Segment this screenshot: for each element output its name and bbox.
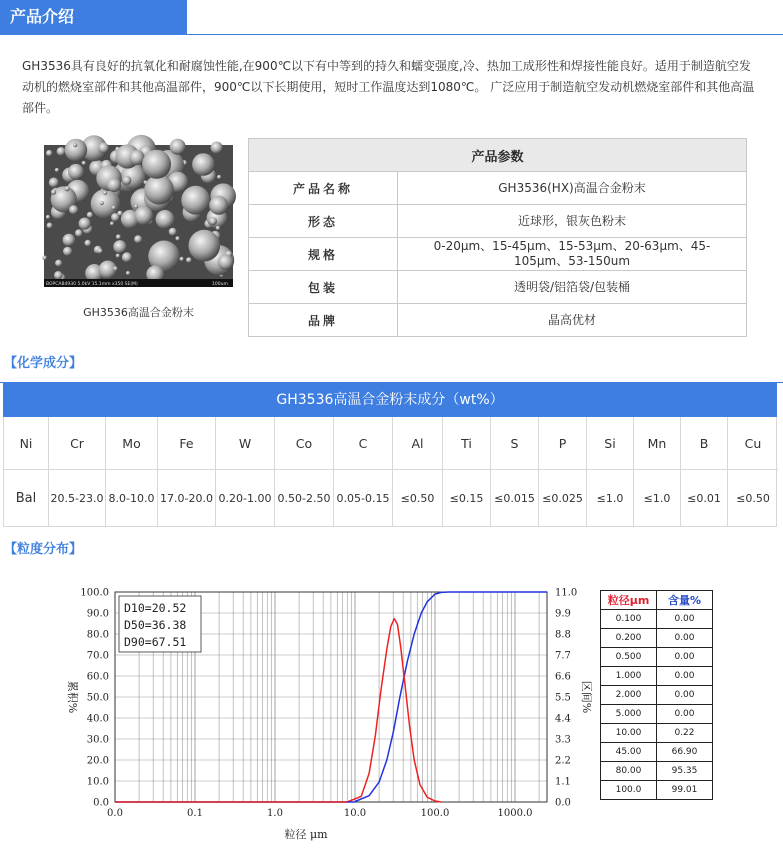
y-right-tick-label: 8.8 [555, 629, 571, 641]
psd-size-cell: 1.000 [601, 667, 657, 686]
psd-content-cell: 0.00 [657, 686, 713, 705]
x-tick-label: 0.0 [107, 808, 123, 819]
element-symbol: Al [393, 417, 443, 470]
powder-particle [209, 196, 228, 215]
powder-particle [55, 168, 59, 172]
psd-row [601, 762, 713, 781]
powder-particle [113, 266, 117, 270]
x-axis-label: 粒径 μm [284, 828, 328, 841]
powder-particle [82, 161, 86, 165]
psd-row [601, 629, 713, 648]
psd-size-cell: 5.000 [601, 705, 657, 724]
powder-particle [68, 164, 84, 180]
x-tick-label: 1000.0 [497, 808, 533, 819]
param-value: 0-20μm、15-45μm、15-53μm、20-63μm、45-105μm、53-150um [398, 238, 747, 271]
element-symbol: S [491, 417, 539, 470]
params-row [249, 238, 747, 271]
powder-particle [42, 256, 47, 261]
sem-info-label: BOPCAB4930 5.0kV 15.1mm x350 SE(M) [46, 282, 138, 287]
y-left-tick-label: 100.0 [80, 587, 109, 599]
photo-caption: GH3536高温合金粉末 [83, 306, 194, 319]
y-left-tick-label: 80.0 [86, 629, 109, 641]
param-value: 近球形，银灰色粉末 [398, 205, 747, 238]
element-content: 8.0-10.0 [106, 470, 158, 527]
y-left-axis-label: 累积% [66, 680, 79, 714]
element-content: ≤1.0 [634, 470, 681, 527]
psd-size-cell: 45.00 [601, 743, 657, 762]
param-key: 形态 [249, 205, 398, 238]
param-value: 晶高优材 [398, 304, 747, 337]
y-right-tick-label: 3.3 [555, 734, 571, 746]
element-symbol: P [539, 417, 587, 470]
powder-particle [47, 223, 53, 229]
section-tab-product-intro: 产品介绍 [0, 0, 187, 34]
element-symbol: Si [587, 417, 634, 470]
element-content: Bal [4, 470, 49, 527]
element-content: 0.50-2.50 [275, 470, 334, 527]
powder-particle [126, 271, 130, 275]
param-key: 品牌 [249, 304, 398, 337]
powder-particle [116, 234, 121, 239]
composition-table [3, 417, 777, 527]
stats-label: D50=36.38 [124, 618, 187, 632]
powder-particle [181, 186, 210, 215]
param-key: 包装 [249, 271, 398, 304]
powder-particle [144, 175, 174, 205]
element-symbol: Co [275, 417, 334, 470]
powder-particle [192, 153, 215, 176]
powder-particle [65, 186, 70, 191]
psd-col-content: 含量% [657, 591, 713, 610]
powder-particle [123, 176, 132, 185]
y-left-tick-label: 0.0 [93, 797, 109, 809]
param-value: 透明袋/铝箔袋/包装桶 [398, 271, 747, 304]
psd-content-cell: 0.00 [657, 648, 713, 667]
psd-content-cell: 0.22 [657, 724, 713, 743]
y-left-tick-label: 90.0 [86, 608, 109, 620]
params-row [249, 304, 747, 337]
y-left-tick-label: 30.0 [86, 734, 109, 746]
element-content: ≤1.0 [587, 470, 634, 527]
element-symbol: Cr [49, 417, 106, 470]
element-symbol: Mo [106, 417, 158, 470]
stats-label: D90=67.51 [124, 635, 187, 649]
powder-particle [51, 190, 56, 195]
product-description: GH3536具有良好的抗氧化和耐腐蚀性能,在900℃以下有中等到的持久和蠕变强度,冷、热加工成形性和焊接性能良好。适用于制造航空发动机的燃烧室部件和其他高温部件，900℃以下长期使用，短时工作温度达到1080℃。 广泛应用于制造航空发动机燃烧室部件和其他高温部件。 [22, 59, 755, 115]
powder-particle [57, 147, 66, 156]
y-right-tick-label: 4.4 [555, 713, 571, 725]
powder-particle [134, 206, 153, 225]
psd-row [601, 686, 713, 705]
powder-particle [180, 257, 184, 261]
powder-particle [217, 175, 221, 179]
psd-row [601, 667, 713, 686]
params-row [249, 271, 747, 304]
element-content: 0.20-1.00 [216, 470, 275, 527]
y-right-tick-label: 9.9 [555, 608, 571, 620]
powder-particle [209, 217, 217, 225]
psd-table [600, 590, 713, 800]
y-right-axis-label: 区间% [580, 680, 593, 714]
powder-particle [73, 143, 77, 147]
y-right-tick-label: 1.1 [555, 776, 571, 788]
psd-size-cell: 0.100 [601, 610, 657, 629]
y-left-tick-label: 60.0 [86, 671, 109, 683]
element-content: 20.5-23.0 [49, 470, 106, 527]
y-left-tick-label: 50.0 [86, 692, 109, 704]
header-divider [0, 34, 783, 35]
element-symbol: Mn [634, 417, 681, 470]
powder-particle [113, 240, 126, 253]
element-symbol: W [216, 417, 275, 470]
product-params-table [248, 138, 747, 337]
powder-particle [134, 235, 142, 243]
y-left-tick-label: 40.0 [86, 713, 109, 725]
psd-size-cell: 100.0 [601, 781, 657, 800]
powder-particle [75, 229, 83, 237]
powder-particle [110, 222, 114, 226]
powder-particle [63, 234, 76, 247]
params-title: 产品参数 [249, 139, 747, 172]
powder-particle [55, 260, 62, 267]
powder-particle [116, 254, 120, 258]
powder-particle [98, 143, 109, 154]
powder-particle [54, 271, 63, 280]
y-right-tick-label: 7.7 [555, 650, 571, 662]
powder-particle [216, 226, 220, 230]
y-right-tick-label: 2.2 [555, 755, 571, 767]
powder-particle [63, 247, 72, 256]
element-symbol: B [681, 417, 728, 470]
x-tick-label: 0.1 [187, 808, 203, 819]
powder-particle [46, 215, 50, 219]
psd-content-cell: 0.00 [657, 610, 713, 629]
psd-content-cell: 0.00 [657, 705, 713, 724]
y-right-tick-label: 11.0 [555, 587, 578, 599]
powder-particle [85, 240, 92, 247]
psd-chart [55, 580, 593, 842]
element-content: ≤0.025 [539, 470, 587, 527]
y-left-tick-label: 10.0 [86, 776, 109, 788]
powder-particle [211, 142, 223, 154]
psd-content-cell: 0.00 [657, 667, 713, 686]
powder-particle [142, 150, 171, 179]
powder-particle [79, 218, 91, 230]
y-left-tick-label: 20.0 [86, 755, 109, 767]
section-title-psd: 【粒度分布】 [4, 542, 83, 557]
param-key: 规格 [249, 238, 398, 271]
powder-particle [218, 254, 234, 270]
powder-particle [186, 257, 192, 263]
x-tick-label: 100.0 [420, 808, 450, 819]
powder-particle [100, 201, 104, 205]
x-tick-label: 1.0 [267, 808, 283, 819]
y-left-tick-label: 70.0 [86, 650, 109, 662]
psd-size-cell: 10.00 [601, 724, 657, 743]
param-key: 产品名称 [249, 172, 398, 205]
powder-particle [169, 228, 177, 236]
psd-content-cell: 0.00 [657, 629, 713, 648]
psd-row [601, 705, 713, 724]
sem-photo [44, 145, 233, 287]
params-row [249, 205, 747, 238]
element-content: ≤0.50 [393, 470, 443, 527]
param-value: GH3536(HX)高温合金粉末 [398, 172, 747, 205]
powder-particle [175, 236, 179, 240]
powder-particle [189, 230, 221, 262]
powder-particle [122, 252, 132, 262]
powder-particle [97, 248, 102, 253]
psd-row [601, 610, 713, 629]
element-content: ≤0.01 [681, 470, 728, 527]
sem-scale-label: 100um [212, 282, 228, 287]
stats-label: D10=20.52 [124, 601, 187, 615]
powder-particle [156, 210, 175, 229]
element-symbol: Ni [4, 417, 49, 470]
x-tick-label: 10.0 [343, 808, 367, 819]
psd-size-cell: 80.00 [601, 762, 657, 781]
element-content: ≤0.015 [491, 470, 539, 527]
psd-col-size: 粒径μm [601, 591, 657, 610]
element-content: 0.05-0.15 [334, 470, 393, 527]
params-row [249, 172, 747, 205]
psd-row [601, 781, 713, 800]
psd-content-cell: 95.35 [657, 762, 713, 781]
powder-particle [134, 204, 138, 208]
powder-particle [103, 191, 107, 195]
element-content: ≤0.15 [443, 470, 491, 527]
powder-particle [65, 139, 88, 162]
element-content: 17.0-20.0 [158, 470, 216, 527]
element-content: ≤0.50 [736, 492, 770, 505]
powder-particle [170, 139, 186, 155]
psd-row [601, 648, 713, 667]
element-symbol: C [334, 417, 393, 470]
psd-size-cell: 0.200 [601, 629, 657, 648]
psd-content-cell: 99.01 [657, 781, 713, 800]
psd-row [601, 743, 713, 762]
powder-particle [107, 178, 121, 192]
y-right-tick-label: 0.0 [555, 797, 571, 809]
powder-particle [112, 206, 116, 210]
powder-particle [49, 178, 59, 188]
section-title-composition: 【化学成分】 [4, 356, 83, 371]
psd-size-cell: 0.500 [601, 648, 657, 667]
y-right-tick-label: 6.6 [555, 671, 571, 683]
composition-table-title: GH3536高温合金粉末成分（wt%） [3, 383, 777, 417]
powder-particle [87, 212, 93, 218]
element-symbol: Cu [728, 417, 778, 470]
psd-size-cell: 2.000 [601, 686, 657, 705]
psd-content-cell: 66.90 [657, 743, 713, 762]
powder-particle [46, 150, 52, 156]
psd-row [601, 724, 713, 743]
element-symbol: Ti [443, 417, 491, 470]
y-right-tick-label: 5.5 [555, 692, 571, 704]
element-symbol: Fe [158, 417, 216, 470]
powder-particle [69, 205, 78, 214]
